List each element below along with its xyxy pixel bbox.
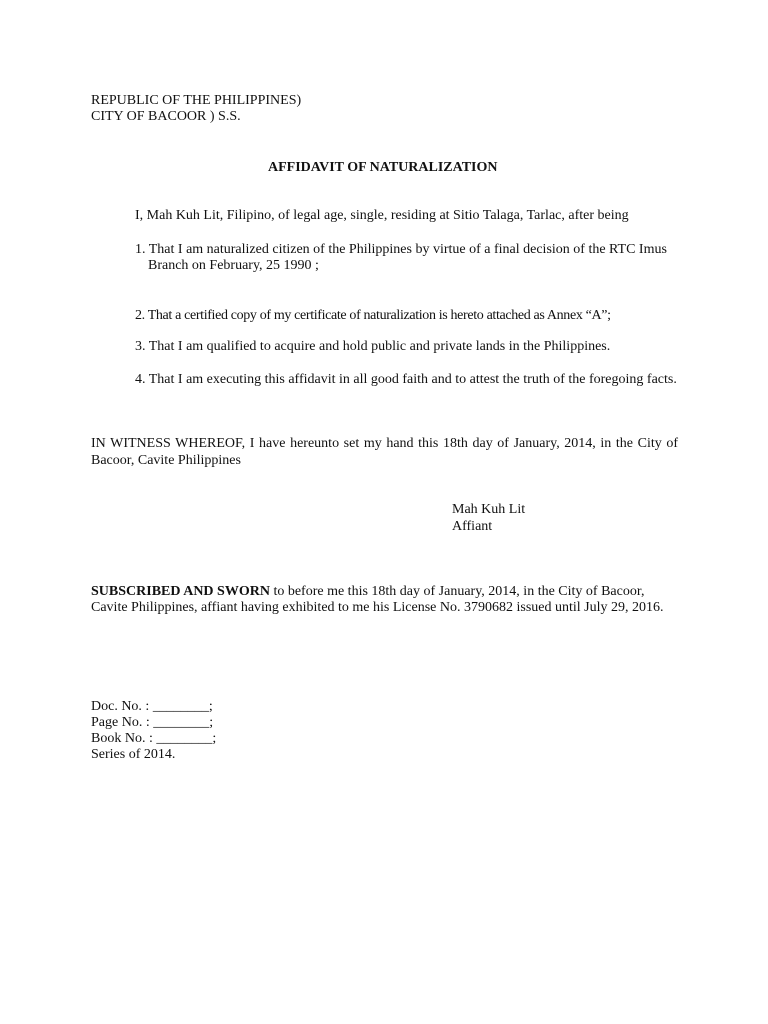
witness-line-2: Bacoor, Cavite Philippines xyxy=(91,453,241,468)
series-year: Series of 2014. xyxy=(91,747,176,762)
affiant-name: Mah Kuh Lit xyxy=(452,502,526,517)
item-3: 3. That I am qualified to acquire and hold public and private lands in the Philippines. xyxy=(135,339,611,354)
jurat-line-1-rest: to before me this 18th day of January, 2014, in the City of Bacoor, xyxy=(269,584,645,599)
intro-paragraph: I, Mah Kuh Lit, Filipino, of legal age, single, residing at Sitio Talaga, Tarlac, after being xyxy=(135,208,629,223)
item-1-line-1: 1. That I am naturalized citizen of the Philippines by virtue of a final decision of the RTC Imus xyxy=(135,242,667,257)
witness-line-1: IN WITNESS WHEREOF, I have hereunto set my hand this 18th day of January, 2014, in the City of xyxy=(91,436,678,451)
jurat-line-2: Cavite Philippines, affiant having exhibited to me his License No. 3790682 issued until July 29, 2016. xyxy=(91,600,664,615)
item-2: 2. That a certified copy of my certificate of naturalization is hereto attached as Annex “A”; xyxy=(135,308,611,323)
venue-line-1: REPUBLIC OF THE PHILIPPINES) xyxy=(91,93,302,108)
book-number: Book No. : ________; xyxy=(91,731,217,746)
page-number: Page No. : ________; xyxy=(91,715,214,730)
jurat-line-1 xyxy=(91,584,644,600)
item-4: 4. That I am executing this affidavit in all good faith and to attest the truth of the foregoing facts. xyxy=(135,372,677,387)
document-title: AFFIDAVIT OF NATURALIZATION xyxy=(268,160,498,175)
jurat-bold-lead: SUBSCRIBED AND SWORN xyxy=(91,584,270,599)
doc-number: Doc. No. : ________; xyxy=(91,699,213,714)
item-1-line-2: Branch on February, 25 1990 ; xyxy=(148,258,319,273)
venue-line-2: CITY OF BACOOR ) S.S. xyxy=(91,109,241,124)
affiant-role: Affiant xyxy=(452,519,493,534)
